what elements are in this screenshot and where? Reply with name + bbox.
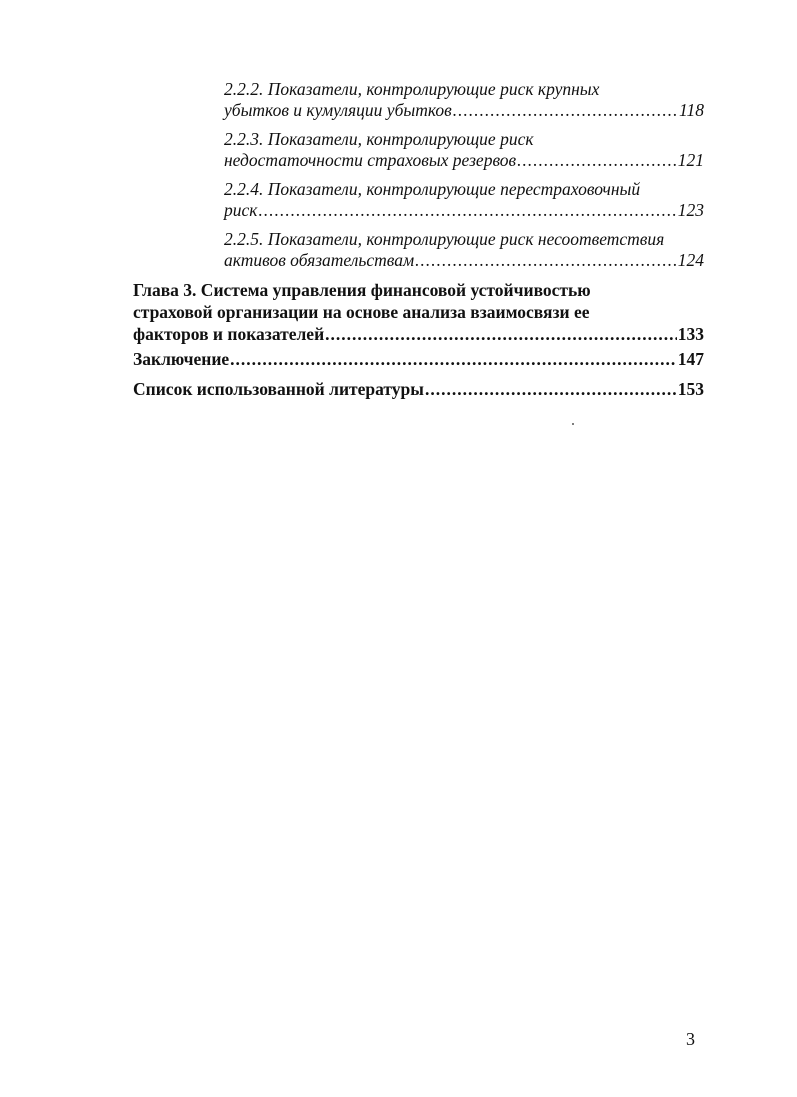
- toc-entry-title-line: убытков и кумуляции убытков: [224, 100, 452, 120]
- dot-leader: [453, 100, 678, 121]
- toc-page-number: 124: [677, 250, 704, 270]
- toc-conclusion-title: Заключение: [133, 349, 230, 369]
- toc-page-number: 118: [679, 100, 704, 120]
- toc-page-number: 147: [677, 349, 704, 369]
- dot-leader: [415, 250, 677, 271]
- toc-entry-title-line: 2.2.4. Показатели, контролирующие перестраховочный: [224, 179, 641, 199]
- toc-conclusion-leader-line: [133, 348, 704, 370]
- toc-entry-conclusion: [133, 348, 704, 370]
- toc-entry-leader-line: [224, 200, 704, 221]
- dot-leader: [325, 323, 677, 345]
- toc-bibliography-leader-line: [133, 378, 704, 400]
- toc-entry-leader-line: [224, 100, 704, 121]
- toc-entry-leader-line: [224, 150, 704, 171]
- toc-chapter-title-line: факторов и показателей: [133, 324, 325, 344]
- toc-bibliography-title: Список использованной литературы: [133, 379, 424, 399]
- toc-entry-2-2-5: [224, 229, 704, 271]
- toc-entry-2-2-2: [224, 79, 704, 121]
- toc-entry-title-line: риск: [224, 200, 258, 220]
- toc-page-number: 123: [677, 200, 704, 220]
- toc-page-number: 153: [677, 379, 704, 399]
- toc-entry-chapter-3: [133, 279, 704, 345]
- toc-entry-bibliography: [133, 378, 704, 400]
- toc-entry-title-line: недостаточности страховых резервов: [224, 150, 517, 170]
- toc-chapter-title-line: Глава 3. Система управления финансовой устойчивостью: [133, 280, 591, 300]
- dot-leader: [517, 150, 677, 171]
- toc-entry-leader-line: [224, 250, 704, 271]
- toc-page-number: 121: [677, 150, 704, 170]
- scan-speck: [572, 423, 574, 425]
- toc-entry-2-2-4: [224, 179, 704, 221]
- toc-entry-title-line: 2.2.2. Показатели, контролирующие риск крупных: [224, 79, 600, 99]
- toc-chapter-title-line: страховой организации на основе анализа взаимосвязи ее: [133, 302, 590, 322]
- toc-entry-title-line: 2.2.5. Показатели, контролирующие риск несоответствия: [224, 229, 665, 249]
- dot-leader: [425, 378, 677, 400]
- toc-page-number: 133: [677, 324, 704, 344]
- toc-entry-title-line: 2.2.3. Показатели, контролирующие риск: [224, 129, 534, 149]
- dot-leader: [230, 348, 677, 370]
- dot-leader: [258, 200, 676, 221]
- toc-entry-2-2-3: [224, 129, 704, 171]
- toc-entry-title-line: активов обязательствам: [224, 250, 415, 270]
- toc-chapter-leader-line: [133, 323, 704, 345]
- page-number: 3: [686, 1029, 695, 1049]
